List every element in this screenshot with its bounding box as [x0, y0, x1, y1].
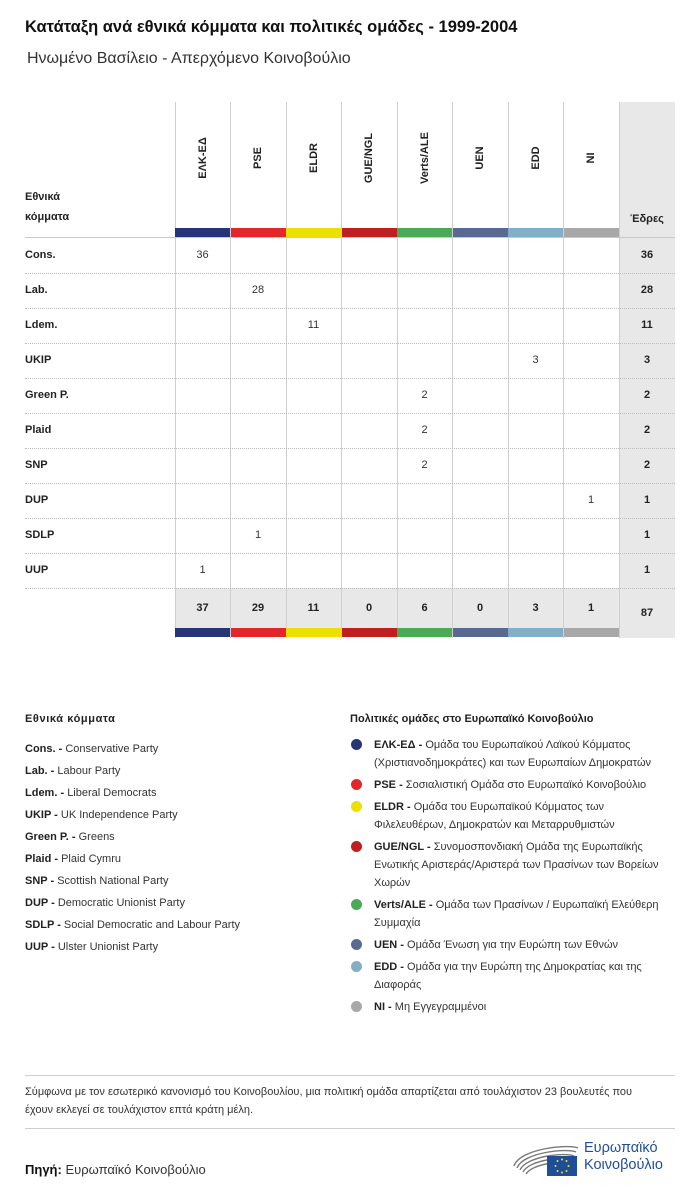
- group-color-dot-icon: [351, 841, 362, 852]
- national-party-label: UKIP: [25, 354, 52, 366]
- group-color-dot-icon: [351, 939, 362, 950]
- seat-count-cell: 2: [421, 459, 428, 471]
- group-header-label: NI: [585, 152, 597, 164]
- legend-name: Liberal Democrats: [67, 787, 157, 799]
- group-column-header: [175, 102, 230, 228]
- group-header-label: Verts/ALE: [418, 132, 431, 184]
- group-header-label: ELDR: [307, 143, 320, 173]
- row-divider: [25, 343, 675, 344]
- group-color-dot-icon: [351, 801, 362, 812]
- legend-abbr: DUP -: [25, 897, 55, 909]
- legend-abbr: SDLP -: [25, 919, 61, 931]
- group-color-swatch: [453, 228, 508, 237]
- group-column-header: [342, 102, 397, 228]
- row-divider: [25, 448, 675, 449]
- national-parties-legend: [25, 738, 325, 958]
- source-line: [25, 1162, 206, 1177]
- group-color-swatch: [397, 228, 452, 237]
- legend-abbr: PSE -: [374, 779, 403, 791]
- legend-name: Ομάδα των Πρασίνων / Ευρωπαϊκή Ελεύθερη Συμμαχία: [374, 899, 659, 929]
- legend-abbr: Plaid -: [25, 853, 59, 865]
- group-color-swatch: [286, 628, 341, 637]
- seat-count-cell: 11: [307, 319, 320, 331]
- political-group-legend-item: [350, 998, 678, 1016]
- legend-name: Labour Party: [57, 765, 121, 777]
- legend-abbr: UKIP -: [25, 809, 58, 821]
- national-party-legend-item: [25, 892, 325, 914]
- group-column-header: [286, 102, 341, 228]
- row-divider: [25, 518, 675, 519]
- row-total-cell: 2: [643, 459, 651, 471]
- political-group-legend-item: [350, 936, 678, 954]
- group-header-label: UEN: [474, 146, 486, 170]
- column-total-cell: 37: [196, 602, 209, 614]
- legend-abbr: UUP -: [25, 941, 55, 953]
- row-divider: [25, 553, 675, 554]
- group-color-swatch: [397, 628, 452, 637]
- political-group-legend-item: [350, 798, 678, 834]
- national-party-label: Green P.: [25, 389, 69, 401]
- legend-abbr: UEN -: [374, 939, 404, 951]
- legend-name: Ομάδα για την Ευρώπη της Δημοκρατίας και της Διαφοράς: [374, 961, 642, 991]
- group-header-label: GUE/NGL: [363, 132, 375, 184]
- political-groups-legend: [350, 736, 678, 1020]
- national-party-legend-item: [25, 738, 325, 760]
- row-total-cell: 1: [643, 494, 651, 506]
- source-label: Πηγή:: [25, 1162, 62, 1177]
- row-divider: [25, 413, 675, 414]
- legend-name: Ulster Unionist Party: [57, 941, 159, 953]
- seats-header: Έδρες: [630, 213, 664, 225]
- national-party-label: SDLP: [25, 529, 55, 541]
- column-total-cell: 3: [532, 602, 539, 614]
- national-parties-header: Εθνικά κόμματα: [25, 191, 70, 223]
- seat-count-cell: 1: [254, 529, 262, 541]
- legend-name: Conservative Party: [65, 743, 159, 755]
- group-column-header: [397, 102, 452, 228]
- legend-name: Μη Εγγεγραμμένοι: [394, 1001, 487, 1013]
- national-party-label: Cons.: [25, 249, 56, 261]
- row-total-cell: 1: [643, 529, 651, 541]
- group-column-header: [453, 102, 508, 228]
- group-color-dot-icon: [351, 779, 362, 790]
- national-party-label: SNP: [25, 459, 48, 471]
- seats-table: [25, 102, 675, 638]
- group-column-header: [508, 102, 563, 228]
- group-color-swatch: [175, 628, 230, 637]
- group-header-label: ΕΛΚ-ΕΔ: [196, 137, 209, 179]
- seat-count-cell: 36: [196, 249, 209, 261]
- row-total-cell: 11: [641, 319, 653, 331]
- group-color-dot-icon: [351, 1001, 362, 1012]
- group-color-swatch: [508, 228, 563, 237]
- logo-wordmark: Ευρωπαϊκό Κοινοβούλιο: [584, 1140, 663, 1173]
- row-total-cell: 2: [643, 424, 651, 436]
- legend-name: Ομάδα του Ευρωπαϊκού Λαϊκού Κόμματος (Χριστιανοδημοκράτες) και των Ευρωπαίων Δημοκρατών: [374, 739, 652, 769]
- group-color-swatch: [231, 228, 286, 237]
- national-party-legend-item: [25, 804, 325, 826]
- seat-count-cell: 1: [199, 564, 206, 576]
- group-color-dot-icon: [351, 899, 362, 910]
- legend-name: Democratic Unionist Party: [57, 897, 185, 909]
- national-party-legend-item: [25, 870, 325, 892]
- political-group-legend-item: [350, 838, 678, 892]
- legend-abbr: GUE/NGL -: [374, 841, 431, 853]
- group-color-swatch: [508, 628, 563, 637]
- political-group-legend-item: [350, 896, 678, 932]
- legend-abbr: EDD -: [374, 961, 404, 973]
- group-header-label: EDD: [529, 146, 542, 170]
- legend-name: Scottish National Party: [57, 875, 169, 887]
- group-color-swatch: [286, 228, 341, 237]
- footnote: Σύμφωνα με τον εσωτερικό κανονισμό του Κοινοβουλίου, μια πολιτική ομάδα απαρτίζεται από τουλάχιστον 23 βουλευτές που έχουν εκλεγεί σε τουλάχιστον επτά κράτη μέλη.: [25, 1086, 633, 1116]
- group-column-header: [564, 102, 619, 228]
- national-party-legend-item: [25, 826, 325, 848]
- group-color-dot-icon: [351, 739, 362, 750]
- source-value: Ευρωπαϊκό Κοινοβούλιο: [65, 1162, 206, 1177]
- national-party-legend-item: [25, 914, 325, 936]
- group-color-dot-icon: [351, 961, 362, 972]
- header-divider: [25, 237, 675, 238]
- national-party-label: Lab.: [25, 284, 48, 296]
- seat-count-cell: 2: [421, 424, 428, 436]
- seat-count-cell: 2: [421, 389, 428, 401]
- national-parties-legend-title: Εθνικά κόμματα: [25, 713, 116, 725]
- group-header-label: PSE: [252, 146, 264, 170]
- group-color-swatch: [564, 628, 619, 637]
- legend-abbr: SNP -: [25, 875, 55, 887]
- row-divider: [25, 308, 675, 309]
- row-divider: [25, 273, 675, 274]
- political-group-legend-item: [350, 776, 678, 794]
- group-color-swatch: [453, 628, 508, 637]
- legend-name: UK Independence Party: [60, 809, 178, 821]
- legend-abbr: Green P. -: [25, 831, 76, 843]
- column-total-cell: 6: [421, 602, 428, 614]
- legend-name: Plaid Cymru: [61, 853, 121, 865]
- page-subtitle: Ηνωμένο Βασίλειο - Απερχόμενο Κοινοβούλιο: [27, 50, 351, 67]
- legend-name: Σοσιαλιστική Ομάδα στο Ευρωπαϊκό Κοινοβούλιο: [405, 779, 647, 791]
- seat-count-cell: 1: [587, 494, 595, 506]
- legend-abbr: Ldem. -: [25, 787, 65, 799]
- divider: [25, 1075, 675, 1076]
- group-color-swatch: [342, 228, 397, 237]
- row-total-cell: 3: [643, 354, 651, 366]
- legend-abbr: NI -: [374, 1001, 392, 1013]
- legend-abbr: Verts/ALE -: [374, 899, 433, 911]
- legend-name: Ομάδα Ένωση για την Ευρώπη των Εθνών: [407, 939, 619, 951]
- legend-abbr: ΕΛΚ-ΕΔ -: [374, 739, 423, 751]
- national-party-legend-item: [25, 760, 325, 782]
- legend-name: Greens: [78, 831, 115, 843]
- national-party-label: Plaid: [25, 424, 52, 436]
- column-total-cell: 0: [476, 602, 484, 614]
- row-total-cell: 28: [640, 284, 654, 296]
- group-color-swatch: [231, 628, 286, 637]
- national-party-legend-item: [25, 782, 325, 804]
- group-column-header: [231, 102, 286, 228]
- group-color-swatch: [564, 228, 619, 237]
- column-total-cell: 29: [251, 602, 265, 614]
- group-color-swatch: [342, 628, 397, 637]
- column-total-cell: 0: [365, 602, 373, 614]
- row-total-cell: 36: [640, 249, 654, 261]
- national-party-label: DUP: [25, 494, 49, 506]
- national-party-legend-item: [25, 848, 325, 870]
- row-total-cell: 2: [643, 389, 651, 401]
- column-total-cell: 11: [307, 602, 320, 614]
- divider: [25, 1128, 675, 1129]
- seat-count-cell: 3: [532, 354, 539, 366]
- legend-name: Social Democratic and Labour Party: [63, 919, 241, 931]
- row-total-cell: 1: [643, 564, 651, 576]
- legend-abbr: Cons. -: [25, 743, 63, 755]
- national-party-label: Ldem.: [25, 319, 58, 331]
- political-groups-legend-title: Πολιτικές ομάδες στο Ευρωπαϊκό Κοινοβούλιο: [350, 713, 594, 725]
- column-total-cell: 1: [587, 602, 595, 614]
- legend-name: Συνομοσπονδιακή Ομάδα της Ευρωπαϊκής Ενωτικής Αριστεράς/Αριστερά των Πρασίνων των Βορείων Χωρών: [374, 841, 659, 889]
- parliament-hemicycle-icon: [512, 1136, 582, 1180]
- political-group-legend-item: [350, 958, 678, 994]
- page-title: Κατάταξη ανά εθνικά κόμματα και πολιτικές ομάδες - 1999-2004: [25, 18, 518, 36]
- row-divider: [25, 378, 675, 379]
- national-party-legend-item: [25, 936, 325, 958]
- political-group-legend-item: [350, 736, 678, 772]
- legend-name: Ομάδα του Ευρωπαϊκού Κόμματος των Φιλελευθέρων, Δημοκρατών και Μεταρρυθμιστών: [374, 801, 615, 831]
- seat-count-cell: 28: [251, 284, 265, 296]
- legend-abbr: ELDR -: [374, 801, 411, 813]
- national-party-label: UUP: [25, 564, 49, 576]
- group-color-swatch: [175, 228, 230, 237]
- legend-abbr: Lab. -: [25, 765, 55, 777]
- grand-total-cell: 87: [640, 607, 654, 619]
